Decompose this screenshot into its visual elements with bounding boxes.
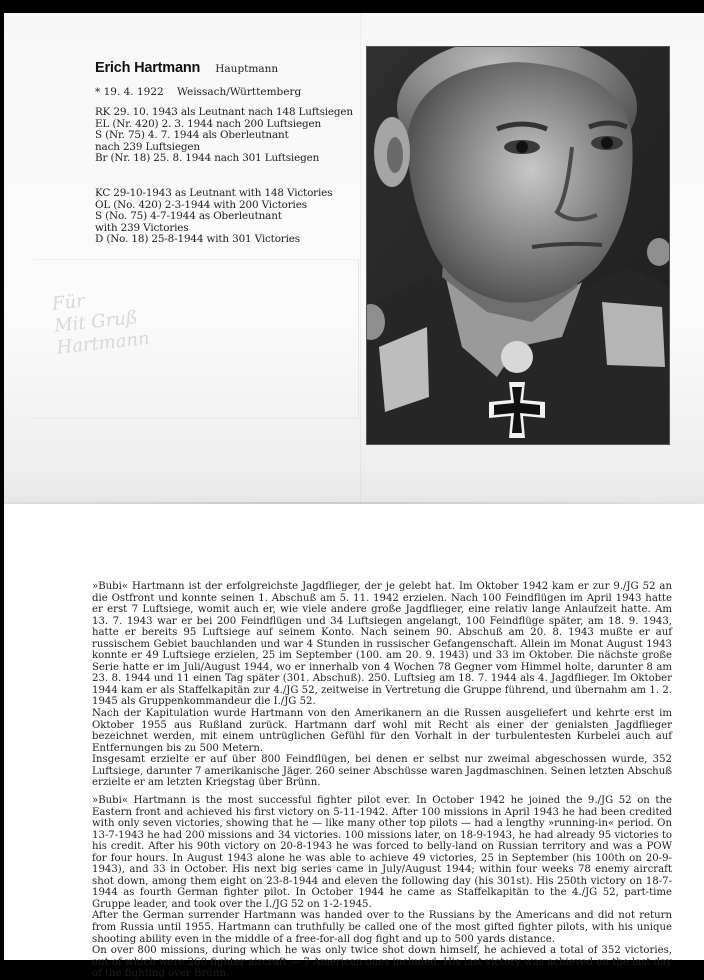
bio-paragraph: »Bubi« Hartmann ist der erfolgreichste Jagdflieger, der je gelebt hat. Im Oktober 1942 kam er zur 9./JG 52 an die Ostfront und konnte seinen 1. Abschuß am 5. 11. 1942 erzielen. Nach 100 Feindflügen im April 1943 hatte er erst 7 Luftsiege, womit auch er, wie viele andere große Jagdflieger, eine relativ lange Anlaufzeit hatte. Am 13. 7. 1943 war er bei 200 Feindflügen und 34 Luftsiegen angelangt, 100 Feindflüge später, am 18. 9. 1943, hatte er bereits 95 Luftsiege auf seinem Konto. Nach seinem 90. Abschuß am 20. 8. 1943 mußte er auf russischem Gebiet bauchlanden und war 4 Stunden in russischer Gefangenschaft. Allein im Monat August 1943 konnte er 49 Luftsiege erzielen, 25 im September (100. am 20. 9. 1943) und 33 im Oktober. Die nächste große Serie hatte er im Juli/August 1944, wo er innerhalb von 4 Wochen 78 Gegner vom Himmel holte, darunter 8 am 23. 8. 1944 und 11 einen Tag später (301. Abschuß). 250. Luftsieg am 18. 7. 1944 als 4. Jagdflieger. Im Oktober 1944 kam er als Staffelkapitän zur 4./JG 52, zeitweise in Vertretung die Gruppe führend, und übernahm am 1. 2. 1945 als Gruppenkommandeur die I./JG 52. <box>92 581 672 708</box>
award-line: D (No. 18) 25-8-1944 with 301 Victories <box>95 233 300 246</box>
name-line <box>95 57 365 76</box>
award-line: Br (Nr. 18) 25. 8. 1944 nach 301 Luftsiegen <box>95 152 320 165</box>
bio-paragraph: »Bubi« Hartmann is the most successful fighter pilot ever. In October 1942 he joined the 9./JG 52 on the Eastern front and achieved his first victory on 5-11-1942. After 100 missions in April 1943 he had been credited with only seven victories, showing that he — like many other top pilots — had a lengthy »running-in« period. On 13-7-1943 he had 200 missions and 34 victories. 100 missions later, on 18-9-1943, he had already 95 victories to his credit. After his 90th victory on 20-8-1943 he was forced to belly-land on Russian territory and was a POW for four hours. In August 1943 alone he was able to achieve 49 victories, 25 in September (his 100th on 20-9-1943), and 33 in October. His next big series came in July/August 1944; within four weeks 78 enemy aircraft shot down, among them eight on 23-8-1944 and eleven the following day (his 301st). His 250th victory on 18-7-1944 as fourth German fighter pilot. In October 1944 he came as Staffelkapitän to the 4./JG 52, part-time Gruppe leader, and took over the I./JG 52 on 1-2-1945. <box>92 795 672 910</box>
award-line: KC 29-10-1943 as Leutnant with 148 Victories <box>95 186 333 199</box>
award-line: OL (No. 420) 2-3-1944 with 200 Victories <box>95 198 307 211</box>
awards-german <box>95 107 365 165</box>
bio-paragraph: Insgesamt erzielte er auf über 800 Feindflügen, bei denen er selbst nur zweimal abgeschossen wurde, 352 Luftsiege, darunter 7 amerikanische Jäger. 260 seiner Abschüsse waren Jagdmaschinen. Seinen letzten Abschuß erzielte er am letzten Kriegstag über Brünn. <box>92 754 672 789</box>
scanned-page <box>4 13 704 980</box>
awards-english <box>95 188 365 246</box>
award-line: with 239 Victories <box>95 221 189 234</box>
birth-place: Weissach/Württemberg <box>177 86 302 98</box>
bio-paragraph: On over 800 missions, during which he was only twice shot down himself, he achieved a total of 352 victories, out of which were 260 fighter aircraft — 7 American ones included. His last victory was achieved on the last day of the fighting over Brünn. <box>92 945 672 980</box>
portrait-photo <box>366 46 670 445</box>
bio-paragraph: Nach der Kapitulation wurde Hartmann von den Amerikanern an die Russen ausgeliefert und kehrte erst im Oktober 1955 aus Rußland zurück. Hartmann darf wohl mit Recht als einer der genialsten Jagdflieger bezeichnet werden, mit einem untrüglichen Gefühl für den Vorhalt in der turbulentesten Kurbelei auch auf Entfernungen bis zu 500 Metern. <box>92 708 672 754</box>
bio-paragraph: After the German surrender Hartmann was handed over to the Russians by the Americans and did not return from Russia until 1955. Hartmann can truthfully be called one of the most gifted fighter pilots, with his unique shooting ability even in the middle of a free-for-all dog fight and up to 500 yards distance. <box>92 910 672 945</box>
award-line: S (Nr. 75) 4. 7. 1944 als Oberleutnant <box>95 129 289 142</box>
award-line: EL (Nr. 420) 2. 3. 1944 nach 200 Luftsiegen <box>95 117 322 130</box>
faint-signature: Für Mit Gruß Hartmann <box>51 290 151 359</box>
award-line: nach 239 Luftsiegen <box>95 140 200 153</box>
award-line: RK 29. 10. 1943 als Leutnant nach 148 Luftsiegen <box>95 106 353 118</box>
profile-header <box>95 57 365 246</box>
portrait-illustration <box>367 47 669 444</box>
award-line: S (No. 75) 4-7-1944 as Oberleutnant <box>95 210 282 223</box>
pilot-name: Erich Hartmann <box>95 60 201 76</box>
signature-area <box>33 259 359 419</box>
birth-date: * 19. 4. 1922 <box>95 86 164 98</box>
birth-line <box>95 86 365 98</box>
biography-english <box>92 795 672 980</box>
biography-german <box>92 581 672 789</box>
pilot-rank: Hauptmann <box>215 63 279 75</box>
